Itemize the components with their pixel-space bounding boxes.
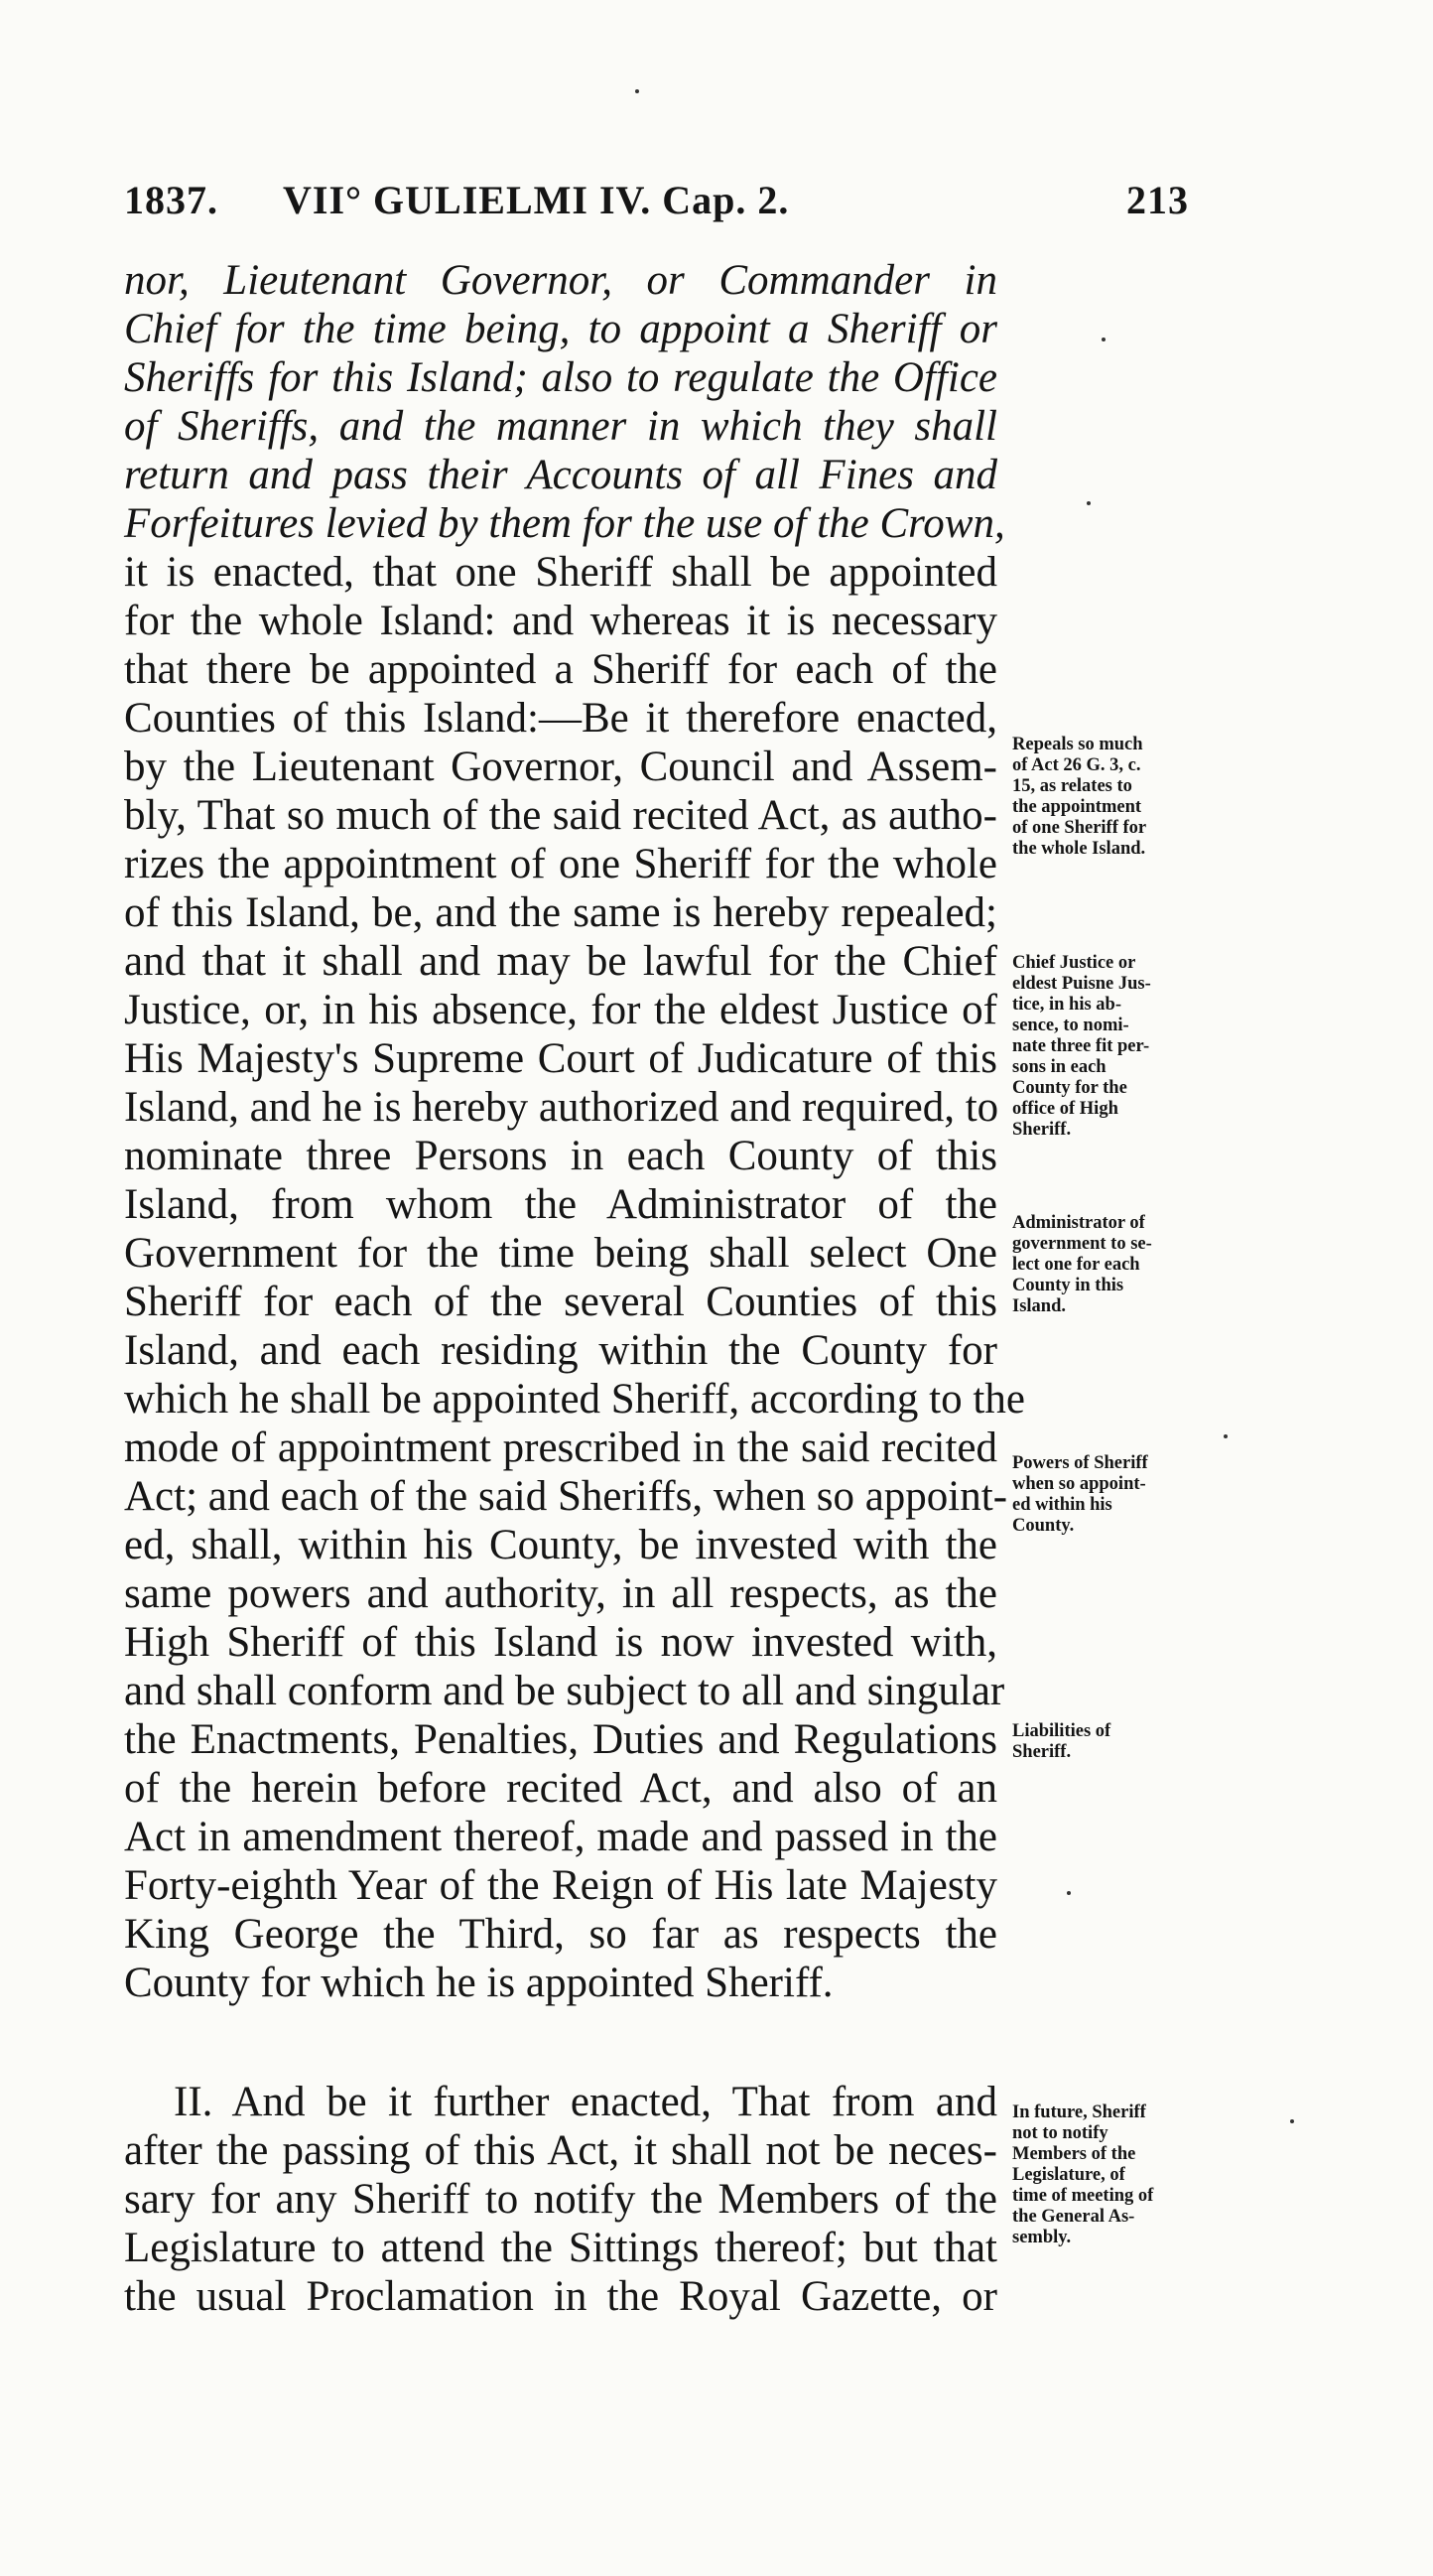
text-line: which he shall be appointed Sheriff, according to the [124,1376,1025,1423]
text-line: it is enacted, that one Sheriff shall be appointed [124,549,997,596]
margin-note-line: government to se- [1012,1234,1152,1254]
text-line: nor, Lieutenant Governor, or Commander in [124,257,997,304]
text-line: bly, That so much of the said recited Act, as autho- [124,792,997,839]
margin-note-repeal [1012,735,1226,860]
running-title: VII° GULIELMI IV. Cap. 2. [283,178,790,222]
text-line: same powers and authority, in all respects, as the [124,1570,997,1617]
margin-note-line: County for the [1012,1078,1127,1098]
scan-speck [1087,501,1091,505]
section-2-text [124,2078,997,2321]
text-line: mode of appointment prescribed in the said recited [124,1424,997,1471]
margin-note-nomination [1012,953,1226,1141]
text-line: after the passing of this Act, it shall not be neces- [124,2127,997,2174]
margin-note-line: Legislature, of [1012,2165,1125,2185]
margin-note-notification [1012,2102,1226,2248]
margin-note-line: not to notify [1012,2123,1108,2143]
text-line: Forfeitures levied by them for the use of the Crown, [124,500,1005,547]
margin-note-line: eldest Puisne Jus- [1012,974,1151,994]
text-line: of Sheriffs, and the manner in which they shall [124,403,997,450]
text-line: ed, shall, within his County, be invested with the [124,1522,997,1568]
margin-note-line: Repeals so much [1012,735,1143,754]
margin-note-line: Members of the [1012,2144,1136,2164]
text-line: Sheriffs for this Island; also to regulate the Office [124,354,997,401]
margin-note-line: tice, in his ab- [1012,995,1121,1015]
text-line: Justice, or, in his absence, for the eldest Justice of [124,987,997,1033]
text-line: Legislature to attend the Sittings thereof; but that [124,2225,997,2271]
scan-speck [1290,2119,1294,2123]
text-line: nominate three Persons in each County of this [124,1133,997,1179]
text-line: Government for the time being shall select One [124,1230,997,1277]
text-line: rizes the appointment of one Sheriff for the whole [124,841,997,887]
margin-note-line: Liabilities of [1012,1721,1111,1741]
scan-speck [1224,1434,1228,1438]
text-line: Act in amendment thereof, made and passed in the [124,1814,997,1860]
margin-note-line: when so appoint- [1012,1474,1146,1494]
margin-note-line: the General As- [1012,2207,1135,2227]
text-line: Island, and he is hereby authorized and required, to [124,1084,999,1131]
text-line: sary for any Sheriff to notify the Members of the [124,2176,997,2223]
margin-note-line: Powers of Sheriff [1012,1453,1148,1473]
text-line: II. And be it further enacted, That from and [174,2079,997,2125]
text-line: Counties of this Island:—Be it therefore enacted, [124,695,997,742]
text-line: for the whole Island: and whereas it is necessary [124,598,997,644]
text-line: Island, from whom the Administrator of the [124,1181,997,1228]
text-line: County for which he is appointed Sheriff. [124,1960,834,2006]
margin-note-powers [1012,1453,1226,1537]
text-line: and shall conform and be subject to all and singular [124,1668,1005,1714]
margin-note-line: 15, as relates to [1012,776,1132,796]
margin-note-line: Sheriff. [1012,1120,1072,1140]
text-line: of the herein before recited Act, and also of an [124,1765,997,1812]
text-line: Forty-eighth Year of the Reign of His late Majesty [124,1862,997,1909]
margin-note-liabilities [1012,1721,1226,1763]
text-line: of this Island, be, and the same is hereby repealed; [124,889,997,936]
page-number: 213 [1126,178,1189,222]
margin-note-line: office of High [1012,1099,1118,1119]
margin-note-line: Island. [1012,1296,1066,1316]
margin-note-line: of one Sheriff for [1012,818,1147,838]
scan-speck [1102,338,1106,341]
text-line: King George the Third, so far as respects the [124,1911,997,1958]
text-line: the usual Proclamation in the Royal Gazette, or [124,2273,997,2320]
header-year: 1837. [124,178,218,222]
scan-speck [1067,1891,1071,1895]
margin-note-line: County. [1012,1516,1075,1536]
text-line: by the Lieutenant Governor, Council and Assem- [124,744,997,790]
margin-note-line: ed within his [1012,1495,1112,1515]
text-line: Chief for the time being, to appoint a Sheriff or [124,306,997,352]
margin-note-line: the appointment [1012,797,1142,817]
text-line: the Enactments, Penalties, Duties and Regulations [124,1716,997,1763]
text-line: His Majesty's Supreme Court of Judicature of this [124,1035,997,1082]
text-line: Act; and each of the said Sheriffs, when so appoint- [124,1473,1008,1520]
margin-note-line: the whole Island. [1012,839,1146,859]
section-1-text [124,256,1025,2007]
text-line: Sheriff for each of the several Counties of this [124,1279,997,1325]
margin-note-line: sons in each [1012,1057,1107,1077]
text-line: High Sheriff of this Island is now invested with, [124,1619,997,1666]
page-header [124,177,1216,236]
margin-note-line: nate three fit per- [1012,1036,1150,1056]
text-line: that there be appointed a Sheriff for each of the [124,646,997,693]
margin-note-line: of Act 26 G. 3, c. [1012,755,1141,775]
margin-note-line: Administrator of [1012,1213,1145,1233]
margin-note-line: time of meeting of [1012,2186,1154,2206]
margin-note-administrator [1012,1213,1226,1317]
text-line: and that it shall and may be lawful for the Chief [124,938,997,985]
margin-note-line: sembly. [1012,2228,1072,2247]
margin-note-line: County in this [1012,1276,1124,1295]
margin-note-line: lect one for each [1012,1255,1140,1275]
margin-note-line: Sheriff. [1012,1742,1072,1762]
margin-note-line: In future, Sheriff [1012,2102,1146,2122]
margin-note-line: Chief Justice or [1012,953,1136,973]
scan-speck [635,89,639,93]
text-line: return and pass their Accounts of all Fines and [124,452,997,498]
text-line: Island, and each residing within the County for [124,1327,997,1374]
margin-note-line: sence, to nomi- [1012,1016,1129,1035]
